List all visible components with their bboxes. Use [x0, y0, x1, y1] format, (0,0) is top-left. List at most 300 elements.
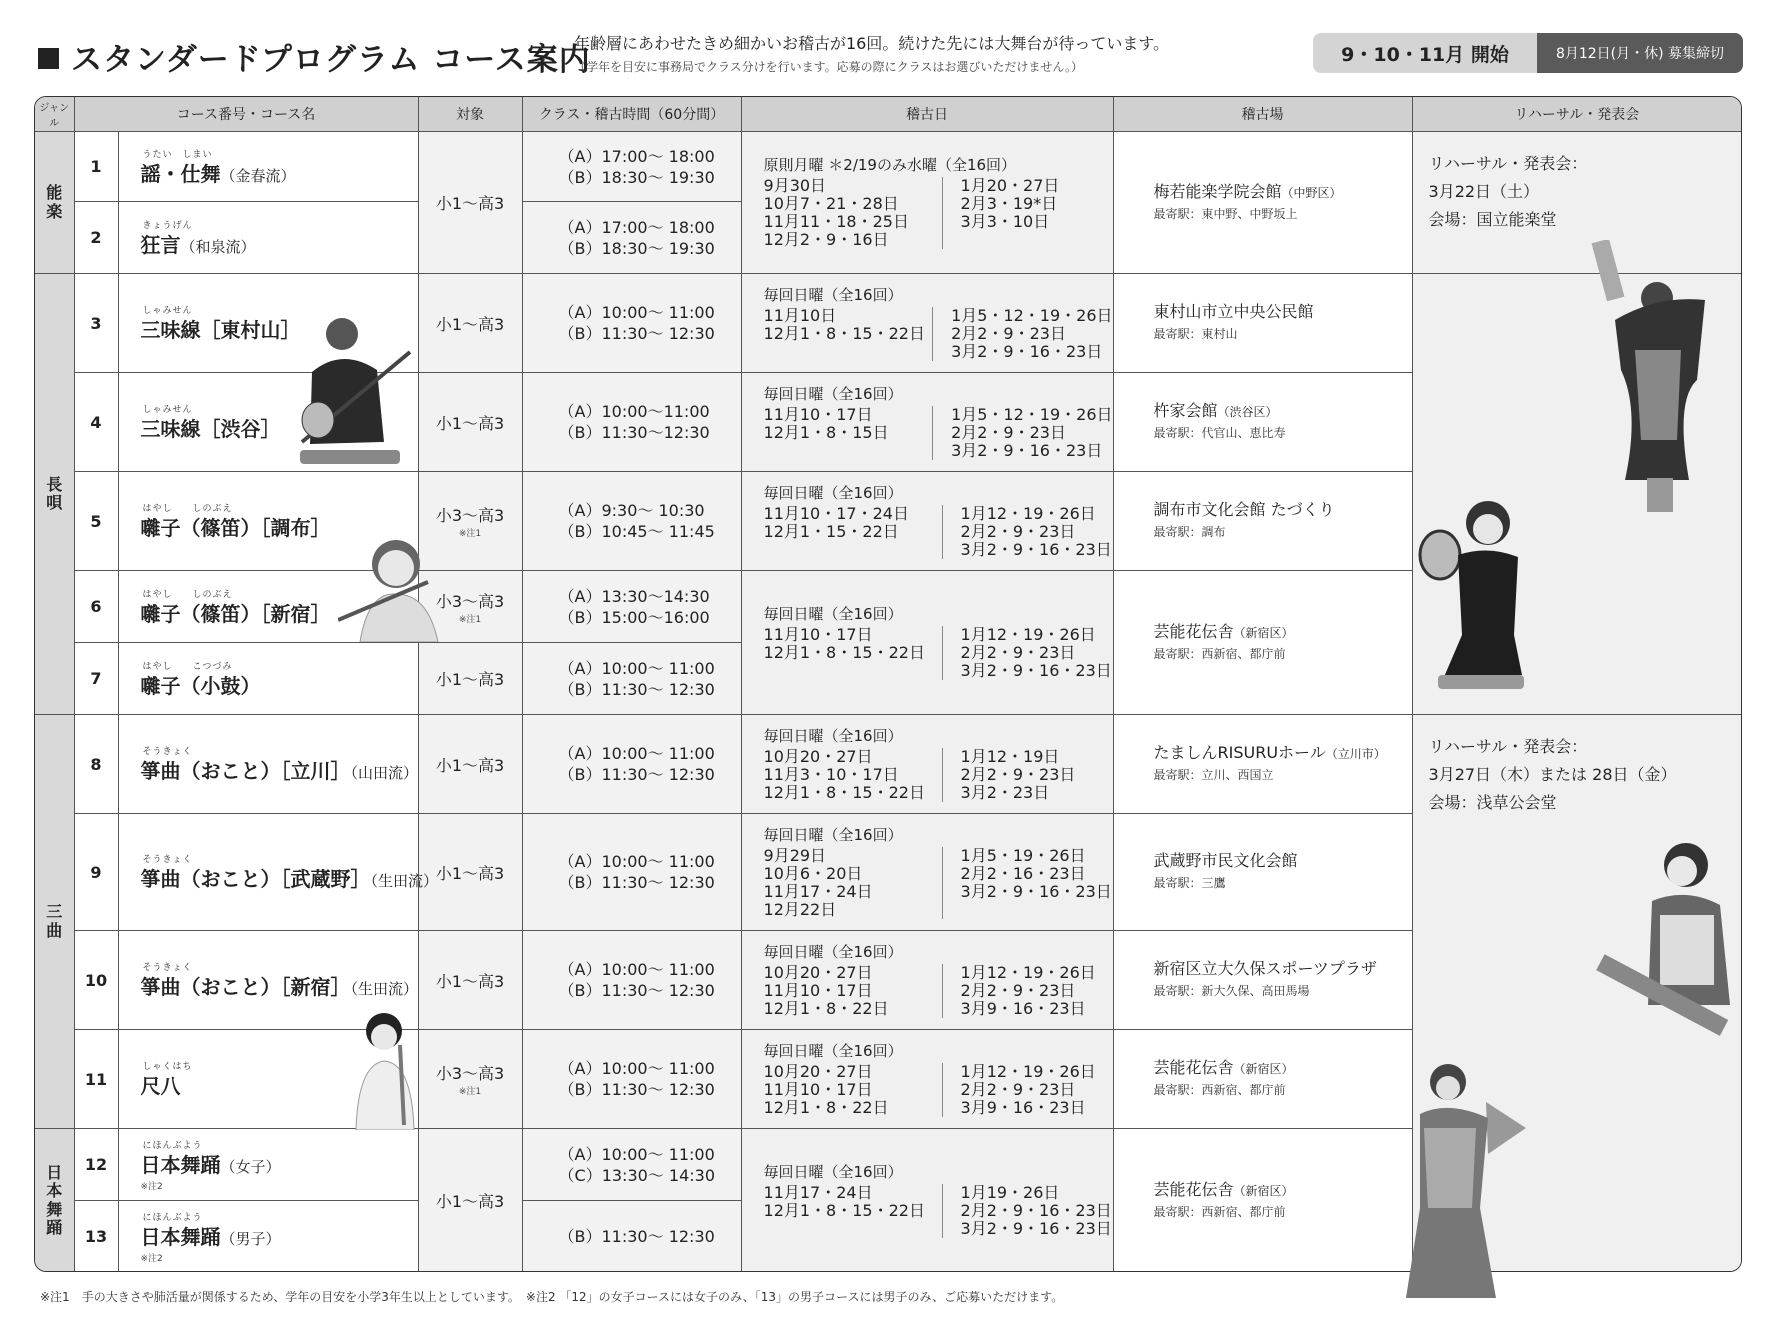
venue-area: （新宿区）: [1233, 1062, 1294, 1076]
course-ruby: はやし しのぶえ: [142, 589, 233, 600]
course-ruby: はやし しのぶえ: [142, 504, 233, 514]
class-time-cell: [522, 373, 741, 472]
rehearsal-line: 会場：国立能楽堂: [1428, 210, 1557, 229]
venue-name: [1154, 850, 1412, 873]
target-cell: [418, 931, 522, 1030]
date-badge: [1313, 33, 1743, 73]
schedule-lead: 毎回日曜（全16回）: [763, 1041, 903, 1060]
target-grade: 小3〜高3: [435, 1064, 505, 1083]
koto-player-photo: [1590, 835, 1740, 1065]
schedule-date: 1月19・26日: [960, 1183, 1060, 1202]
schedule-date: 1月12・19・26日: [960, 503, 1096, 523]
class-time-cell: [522, 931, 741, 1030]
schedule-date: 3月2・9・16・23日: [960, 881, 1112, 901]
course-name: [141, 1153, 281, 1177]
course-number: 9: [74, 814, 118, 931]
time-slot-a: （A）10:00〜 11:00: [558, 303, 715, 322]
course-title: 狂言: [140, 232, 181, 257]
course-school: （生田流）: [350, 980, 419, 998]
square-bullet-icon: [38, 48, 59, 69]
target-cell: [418, 715, 522, 814]
course-title: 箏曲（おこと）［新宿］: [140, 975, 351, 999]
schedule-date: 12月1・8・15・22日: [763, 782, 925, 802]
venue-cell: [1113, 571, 1412, 715]
course-number: 11: [74, 1030, 118, 1129]
schedule-col-2: [943, 177, 1060, 249]
course-title: 囃子（篠笛）［新宿］: [140, 601, 331, 626]
schedule-lead: 毎回日曜（全16回）: [763, 384, 903, 403]
schedule-date: 11月10・17日: [763, 625, 873, 644]
time-slot-a: （A）10:00〜 11:00: [558, 960, 715, 979]
course-title: 日本舞踊: [140, 1152, 221, 1177]
schedule-date: 3月2・9・16・23日: [951, 440, 1103, 460]
venue-title: 東村山市立中央公民館: [1153, 302, 1314, 321]
schedule-columns: [764, 177, 1113, 249]
course-name-cell: [118, 1129, 418, 1201]
schedule-cell: [741, 373, 1113, 472]
schedule-col-2: [943, 505, 1112, 559]
course-title: 日本舞踊: [140, 1224, 221, 1249]
schedule-date: 10月20・27日: [763, 746, 873, 766]
schedule-date: 2月2・9・23日: [951, 323, 1066, 343]
schedule-columns: [764, 1184, 1113, 1238]
schedule-lead: 毎回日曜（全16回）: [763, 1163, 903, 1181]
schedule-date: 12月2・9・16日: [763, 230, 889, 249]
venue-station: 最寄駅：三鷹: [1153, 876, 1226, 890]
course-name: [141, 759, 419, 783]
flute-player-photo: [338, 532, 448, 642]
class-time-cell: [522, 132, 741, 202]
venue-cell: [1113, 931, 1412, 1030]
class-time-cell: [522, 571, 741, 643]
time-slot-b: （B）18:30〜 19:30: [558, 238, 715, 258]
schedule-col-1: [764, 177, 943, 249]
schedule-cell: [741, 1030, 1113, 1129]
schedule-lead: 毎回日曜（全16回）: [763, 483, 903, 502]
schedule-date: 1月5・19・26日: [960, 845, 1086, 865]
course-title: 三味線［渋谷］: [140, 417, 281, 441]
course-number: 13: [74, 1201, 118, 1273]
schedule-cell: [741, 274, 1113, 373]
time-slot-a: （A）17:00〜 18:00: [558, 146, 715, 166]
course-school: （男子）: [220, 1229, 281, 1248]
course-ruby: きょうげん: [142, 220, 193, 231]
header-row: [35, 97, 1741, 132]
course-school: （金春流）: [220, 166, 296, 185]
venue-cell: [1113, 472, 1412, 571]
course-number: 1: [74, 132, 118, 202]
schedule-date: 11月10・17日: [763, 980, 873, 1000]
venue-area: （立川市）: [1325, 747, 1386, 761]
course-row: [35, 132, 1741, 202]
schedule-columns: [764, 748, 1113, 802]
target-cell: [418, 643, 522, 715]
schedule-date: 10月20・27日: [763, 962, 873, 982]
target-grade: 小1〜高3: [435, 413, 505, 433]
schedule-date: 2月2・9・16・23日: [960, 1201, 1112, 1220]
course-ruby: そうきょく: [142, 747, 193, 757]
col-class-time: クラス・稽古時間（60分間）: [522, 97, 741, 132]
start-label: 9・10・11月 開始: [1313, 33, 1537, 73]
course-number: 10: [74, 931, 118, 1030]
venue-station: 最寄駅：新大久保、高田馬場: [1153, 984, 1310, 998]
col-schedule: 稽古日: [741, 97, 1113, 132]
schedule-date: 11月17・24日: [763, 1183, 873, 1202]
time-slot-b: （B）15:00〜16:00: [558, 607, 710, 627]
schedule-date: 11月10・17・24日: [763, 503, 909, 523]
class-time-cell: [522, 1201, 741, 1273]
schedule-cell: [741, 931, 1113, 1030]
course-name: [141, 1225, 281, 1249]
target-grade: 小1〜高3: [435, 755, 505, 775]
col-target: 対象: [418, 97, 522, 132]
class-time-cell: [522, 274, 741, 373]
course-ruby: そうきょく: [142, 855, 193, 865]
schedule-cell: [741, 472, 1113, 571]
venue-station: 最寄駅：西新宿、都庁前: [1153, 1204, 1286, 1219]
schedule-col-1: [764, 1063, 943, 1117]
venue-title: 芸能花伝舎: [1153, 1179, 1234, 1199]
schedule-date: 3月2・23日: [960, 782, 1050, 802]
schedule-cell: [741, 1129, 1113, 1273]
schedule-col-2: [943, 1184, 1112, 1238]
schedule-lead: 毎回日曜（全16回）: [763, 605, 903, 623]
schedule-date: 11月10日: [763, 305, 837, 325]
time-slot-a: （A）10:00〜11:00: [558, 402, 710, 421]
course-name: [141, 867, 439, 891]
course-name: [141, 602, 331, 626]
schedule-date: 3月2・9・16・23日: [951, 341, 1103, 361]
venue-cell: [1113, 373, 1412, 472]
course-number: 6: [74, 571, 118, 643]
time-slot-a: （A）13:30〜14:30: [558, 586, 710, 606]
course-ruby: うたい しまい: [142, 149, 213, 160]
time-slot-a: （A）10:00〜 11:00: [558, 852, 715, 871]
schedule-date: 12月1・8・15日: [763, 422, 889, 442]
course-note: ※注2: [140, 1253, 163, 1264]
target-grade: 小1〜高3: [435, 971, 505, 991]
schedule-date: 11月3・10・17日: [763, 764, 899, 784]
schedule-columns: [764, 1063, 1113, 1117]
schedule-date: 2月2・9・23日: [960, 980, 1076, 1000]
schedule-date: 10月20・27日: [763, 1061, 873, 1081]
schedule-columns: [764, 626, 1113, 680]
target-note: ※注1: [458, 529, 482, 539]
venue-name: [1154, 181, 1412, 204]
course-ruby: にほんぶよう: [142, 1140, 203, 1151]
course-ruby: しゃくはち: [142, 1062, 193, 1072]
course-title: 囃子（小鼓）: [140, 673, 261, 698]
schedule-date: 1月5・12・19・26日: [951, 305, 1113, 325]
course-name: [141, 233, 256, 257]
time-slot-b: （B）11:30〜 12:30: [558, 765, 715, 784]
venue-cell: [1113, 1129, 1412, 1273]
time-slot-b: （B）11:30〜 12:30: [558, 679, 715, 699]
venue-station: 最寄駅：調布: [1153, 525, 1226, 539]
venue-title: 芸能花伝舎: [1153, 621, 1234, 641]
course-school: （女子）: [220, 1157, 281, 1176]
rehearsal-line: リハーサル・発表会：: [1428, 154, 1588, 173]
time-slot-b: （B）11:30〜 12:30: [558, 873, 715, 892]
schedule-col-1: [764, 626, 943, 680]
col-venue: 稽古場: [1113, 97, 1412, 132]
venue-cell: [1113, 814, 1412, 931]
course-school: （和泉流）: [180, 237, 256, 256]
course-note: ※注2: [140, 1181, 163, 1192]
rehearsal-line: 3月27日（木）または 28日（金）: [1428, 765, 1677, 784]
schedule-date: 11月17・24日: [763, 881, 873, 901]
venue-title: 調布市文化会館 たづくり: [1153, 500, 1335, 519]
venue-area: （中野区）: [1281, 185, 1342, 200]
course-name: [141, 417, 281, 441]
schedule-col-1: [764, 406, 934, 460]
class-time-cell: [522, 1129, 741, 1201]
schedule-date: 1月12・19・26日: [960, 625, 1096, 644]
course-name: [141, 1074, 181, 1098]
schedule-date: 11月11・18・25日: [763, 212, 909, 231]
venue-cell: [1113, 274, 1412, 373]
col-rehearsal: リハーサル・発表会: [1412, 97, 1741, 132]
course-name: [141, 162, 296, 186]
schedule-date: 11月10・17日: [763, 1079, 873, 1099]
course-school: （山田流）: [350, 764, 419, 782]
schedule-date: 1月12・19・26日: [960, 962, 1096, 982]
schedule-date: 10月6・20日: [763, 863, 863, 883]
course-name-cell: [118, 643, 418, 715]
schedule-col-2: [933, 307, 1112, 361]
target-grade: 小3〜高3: [435, 591, 505, 611]
course-name-cell: [118, 132, 418, 202]
course-title: 囃子（篠笛）［調布］: [140, 516, 331, 540]
col-course: コース番号・コース名: [74, 97, 418, 132]
schedule-date: 12月1・8・22日: [763, 998, 889, 1018]
rehearsal-line: リハーサル・発表会：: [1428, 737, 1588, 756]
footnotes: ※注1 手の大きさや肺活量が関係するため、学年の目安を小学3年生以上としています。 ※注2 「12」の女子コースには女子のみ、「13」の男子コースには男子のみ、ご応募いただけます。: [40, 1290, 1064, 1304]
genre-noh: 能 楽: [35, 132, 74, 274]
schedule-date: 2月2・9・23日: [960, 1079, 1076, 1099]
schedule-date: 3月2・9・16・23日: [960, 1219, 1112, 1238]
schedule-date: 1月20・27日: [960, 176, 1060, 195]
venue-cell: [1113, 715, 1412, 814]
rehearsal-line: 3月22日（土）: [1428, 182, 1540, 201]
course-school: （生田流）: [370, 872, 439, 890]
course-title: 箏曲（おこと）［武蔵野］: [140, 867, 371, 891]
schedule-col-2: [943, 964, 1096, 1018]
schedule-date: 3月3・10日: [960, 212, 1050, 231]
venue-title: 新宿区立大久保スポーツプラザ: [1153, 959, 1377, 978]
venue-title: 杵家会館: [1153, 401, 1218, 420]
schedule-lead: 毎回日曜（全16回）: [763, 942, 903, 961]
schedule-date: 3月9・16・23日: [960, 1097, 1086, 1117]
schedule-columns: [764, 505, 1113, 559]
venue-name: [1154, 742, 1412, 765]
course-ruby: はやし こつづみ: [142, 661, 233, 672]
course-number: 4: [74, 373, 118, 472]
schedule-col-2: [943, 1063, 1096, 1117]
shamisen-player-photo: [292, 312, 422, 472]
course-name: [141, 674, 261, 698]
schedule-date: 2月2・16・23日: [960, 863, 1086, 883]
venue-name: [1154, 1057, 1412, 1080]
venue-station: 最寄駅：西新宿、都庁前: [1153, 646, 1286, 661]
course-ruby: にほんぶよう: [142, 1212, 203, 1223]
class-time-cell: [522, 202, 741, 274]
target-cell: [418, 132, 522, 274]
course-title: 箏曲（おこと）［立川］: [140, 759, 351, 783]
course-ruby: しゃみせん: [142, 405, 193, 415]
course-row: [35, 715, 1741, 814]
venue-station: 最寄駅：東中野、中野坂上: [1153, 206, 1298, 221]
schedule-date: 2月2・9・23日: [960, 643, 1076, 662]
schedule-date: 10月7・21・28日: [763, 194, 899, 213]
schedule-lead: 毎回日曜（全16回）: [763, 825, 903, 844]
venue-area: （新宿区）: [1233, 1183, 1294, 1198]
schedule-columns: [764, 847, 1113, 919]
schedule-col-2: [943, 847, 1112, 919]
dancer-boy-photo: [1376, 1058, 1526, 1308]
class-time-cell: [522, 814, 741, 931]
schedule-date: 12月1・8・22日: [763, 1097, 889, 1117]
time-slot-a: （A）10:00〜 11:00: [558, 658, 715, 678]
schedule-date: 2月2・9・23日: [960, 521, 1076, 541]
target-grade: 小1〜高3: [435, 670, 505, 689]
schedule-date: 12月22日: [763, 899, 837, 919]
schedule-lead: 毎回日曜（全16回）: [763, 726, 903, 745]
col-genre: ジャンル: [35, 97, 74, 132]
target-note: ※注1: [458, 1087, 482, 1097]
schedule-col-1: [764, 847, 943, 919]
schedule-date: 1月5・12・19・26日: [951, 404, 1113, 424]
venue-title: 武蔵野市民文化会館: [1153, 851, 1298, 870]
course-ruby: しゃみせん: [142, 306, 193, 316]
venue-title: 芸能花伝舎: [1153, 1058, 1234, 1077]
course-name: [141, 975, 419, 999]
schedule-col-1: [764, 748, 943, 802]
intro-text: 年齢層にあわせたきめ細かいお稽古が16回。続けた先には大舞台が待っています。: [574, 34, 1170, 53]
schedule-date: 12月1・8・15・22日: [763, 643, 925, 662]
schedule-date: 12月1・8・15・22日: [763, 323, 925, 343]
venue-station: 最寄駅：東村山: [1153, 327, 1238, 341]
schedule-date: 2月3・19*日: [960, 194, 1058, 213]
time-slot-a: （A）9:30〜 10:30: [558, 501, 705, 520]
venue-title: たましんRISURUホール: [1153, 743, 1326, 762]
noh-dancer-photo: [1585, 240, 1715, 520]
schedule-col-2: [943, 748, 1076, 802]
schedule-col-2: [933, 406, 1112, 460]
course-number: 2: [74, 202, 118, 274]
time-slot-a: （A）10:00〜 11:00: [558, 744, 715, 763]
time-slot-b: （B）11:30〜12:30: [558, 423, 710, 442]
rehearsal-line: 会場：浅草公会堂: [1428, 793, 1557, 812]
course-ruby: そうきょく: [142, 963, 193, 973]
venue-cell: [1113, 132, 1412, 274]
schedule-lead: 原則月曜 ＊2/19のみ水曜（全16回）: [763, 156, 1017, 174]
venue-name: [1154, 499, 1412, 522]
schedule-columns: [764, 307, 1113, 361]
time-slot-b: （B）10:45〜 11:45: [558, 522, 715, 541]
venue-area: （新宿区）: [1233, 625, 1294, 640]
schedule-cell: [741, 571, 1113, 715]
schedule-date: 3月2・9・16・23日: [960, 539, 1112, 559]
target-cell: [418, 1030, 522, 1129]
target-grade: 小1〜高3: [435, 863, 505, 883]
genre-sankyoku: 三 曲: [35, 715, 74, 1129]
schedule-columns: [764, 406, 1113, 460]
schedule-cell: [741, 132, 1113, 274]
target-cell: [418, 373, 522, 472]
schedule-col-1: [764, 1184, 943, 1238]
course-title: 尺八: [140, 1074, 181, 1098]
page-title: スタンダードプログラム コース案内: [38, 34, 591, 79]
time-slot-a: （A）10:00〜 11:00: [558, 1144, 715, 1164]
schedule-lead: 毎回日曜（全16回）: [763, 285, 903, 304]
venue-cell: [1113, 1030, 1412, 1129]
schedule-date: 12月1・15・22日: [763, 521, 899, 541]
course-name-cell: [118, 715, 418, 814]
course-number: 8: [74, 715, 118, 814]
schedule-col-1: [764, 964, 943, 1018]
course-name-cell: [118, 814, 439, 931]
course-number: 3: [74, 274, 118, 373]
target-grade: 小3〜高3: [435, 506, 505, 525]
class-time-cell: [522, 472, 741, 571]
schedule-date: 2月2・9・23日: [951, 422, 1066, 442]
course-number: 5: [74, 472, 118, 571]
course-number: 7: [74, 643, 118, 715]
venue-station: 最寄駅：立川、西国立: [1153, 768, 1274, 782]
schedule-cell: [741, 715, 1113, 814]
venue-name: [1154, 621, 1412, 644]
target-grade: 小1〜高3: [435, 1192, 505, 1211]
schedule-col-1: [764, 505, 943, 559]
course-number: 12: [74, 1129, 118, 1201]
schedule-date: 12月1・8・15・22日: [763, 1201, 925, 1220]
schedule-col-1: [764, 307, 934, 361]
class-time-cell: [522, 715, 741, 814]
time-slot-b: （C）13:30〜 14:30: [558, 1165, 715, 1185]
target-note: ※注1: [458, 614, 482, 625]
schedule-columns: [764, 964, 1113, 1018]
time-slot-b: （B）18:30〜 19:30: [558, 167, 715, 187]
course-name-cell: [118, 1201, 418, 1273]
course-name: [141, 516, 331, 540]
intro-note: （学年を目安に事務局でクラス分けを行います。応募の際にクラスはお選びいただけません。）: [574, 60, 1084, 74]
deadline-label: 8月12日(月・休) 募集締切: [1537, 33, 1743, 73]
schedule-date: 1月12・19日: [960, 746, 1060, 766]
course-row: [35, 274, 1741, 373]
target-cell: [418, 274, 522, 373]
time-slot-a: （A）10:00〜 11:00: [558, 1059, 715, 1078]
schedule-col-2: [943, 626, 1112, 680]
schedule-date: 11月10・17日: [763, 404, 873, 424]
venue-station: 最寄駅：西新宿、都庁前: [1153, 1083, 1286, 1097]
venue-station: 最寄駅：代官山、恵比寿: [1153, 426, 1286, 440]
schedule-date: 9月29日: [763, 845, 827, 865]
venue-name: [1154, 301, 1412, 324]
venue-name: [1154, 958, 1412, 981]
shakuhachi-player-photo: [342, 1005, 426, 1130]
schedule-date: 1月12・19・26日: [960, 1061, 1096, 1081]
time-slot-a: （A）17:00〜 18:00: [558, 217, 715, 237]
genre-buyo: 日 本 舞 踊: [35, 1129, 74, 1273]
schedule-date: 2月2・9・23日: [960, 764, 1076, 784]
target-grade: 小1〜高3: [435, 314, 505, 334]
schedule-date: 9月30日: [763, 176, 827, 195]
venue-title: 梅若能楽学院会館: [1153, 181, 1282, 201]
class-time-cell: [522, 643, 741, 715]
class-time-cell: [522, 1030, 741, 1129]
course-title: 三味線［東村山］: [140, 318, 301, 342]
